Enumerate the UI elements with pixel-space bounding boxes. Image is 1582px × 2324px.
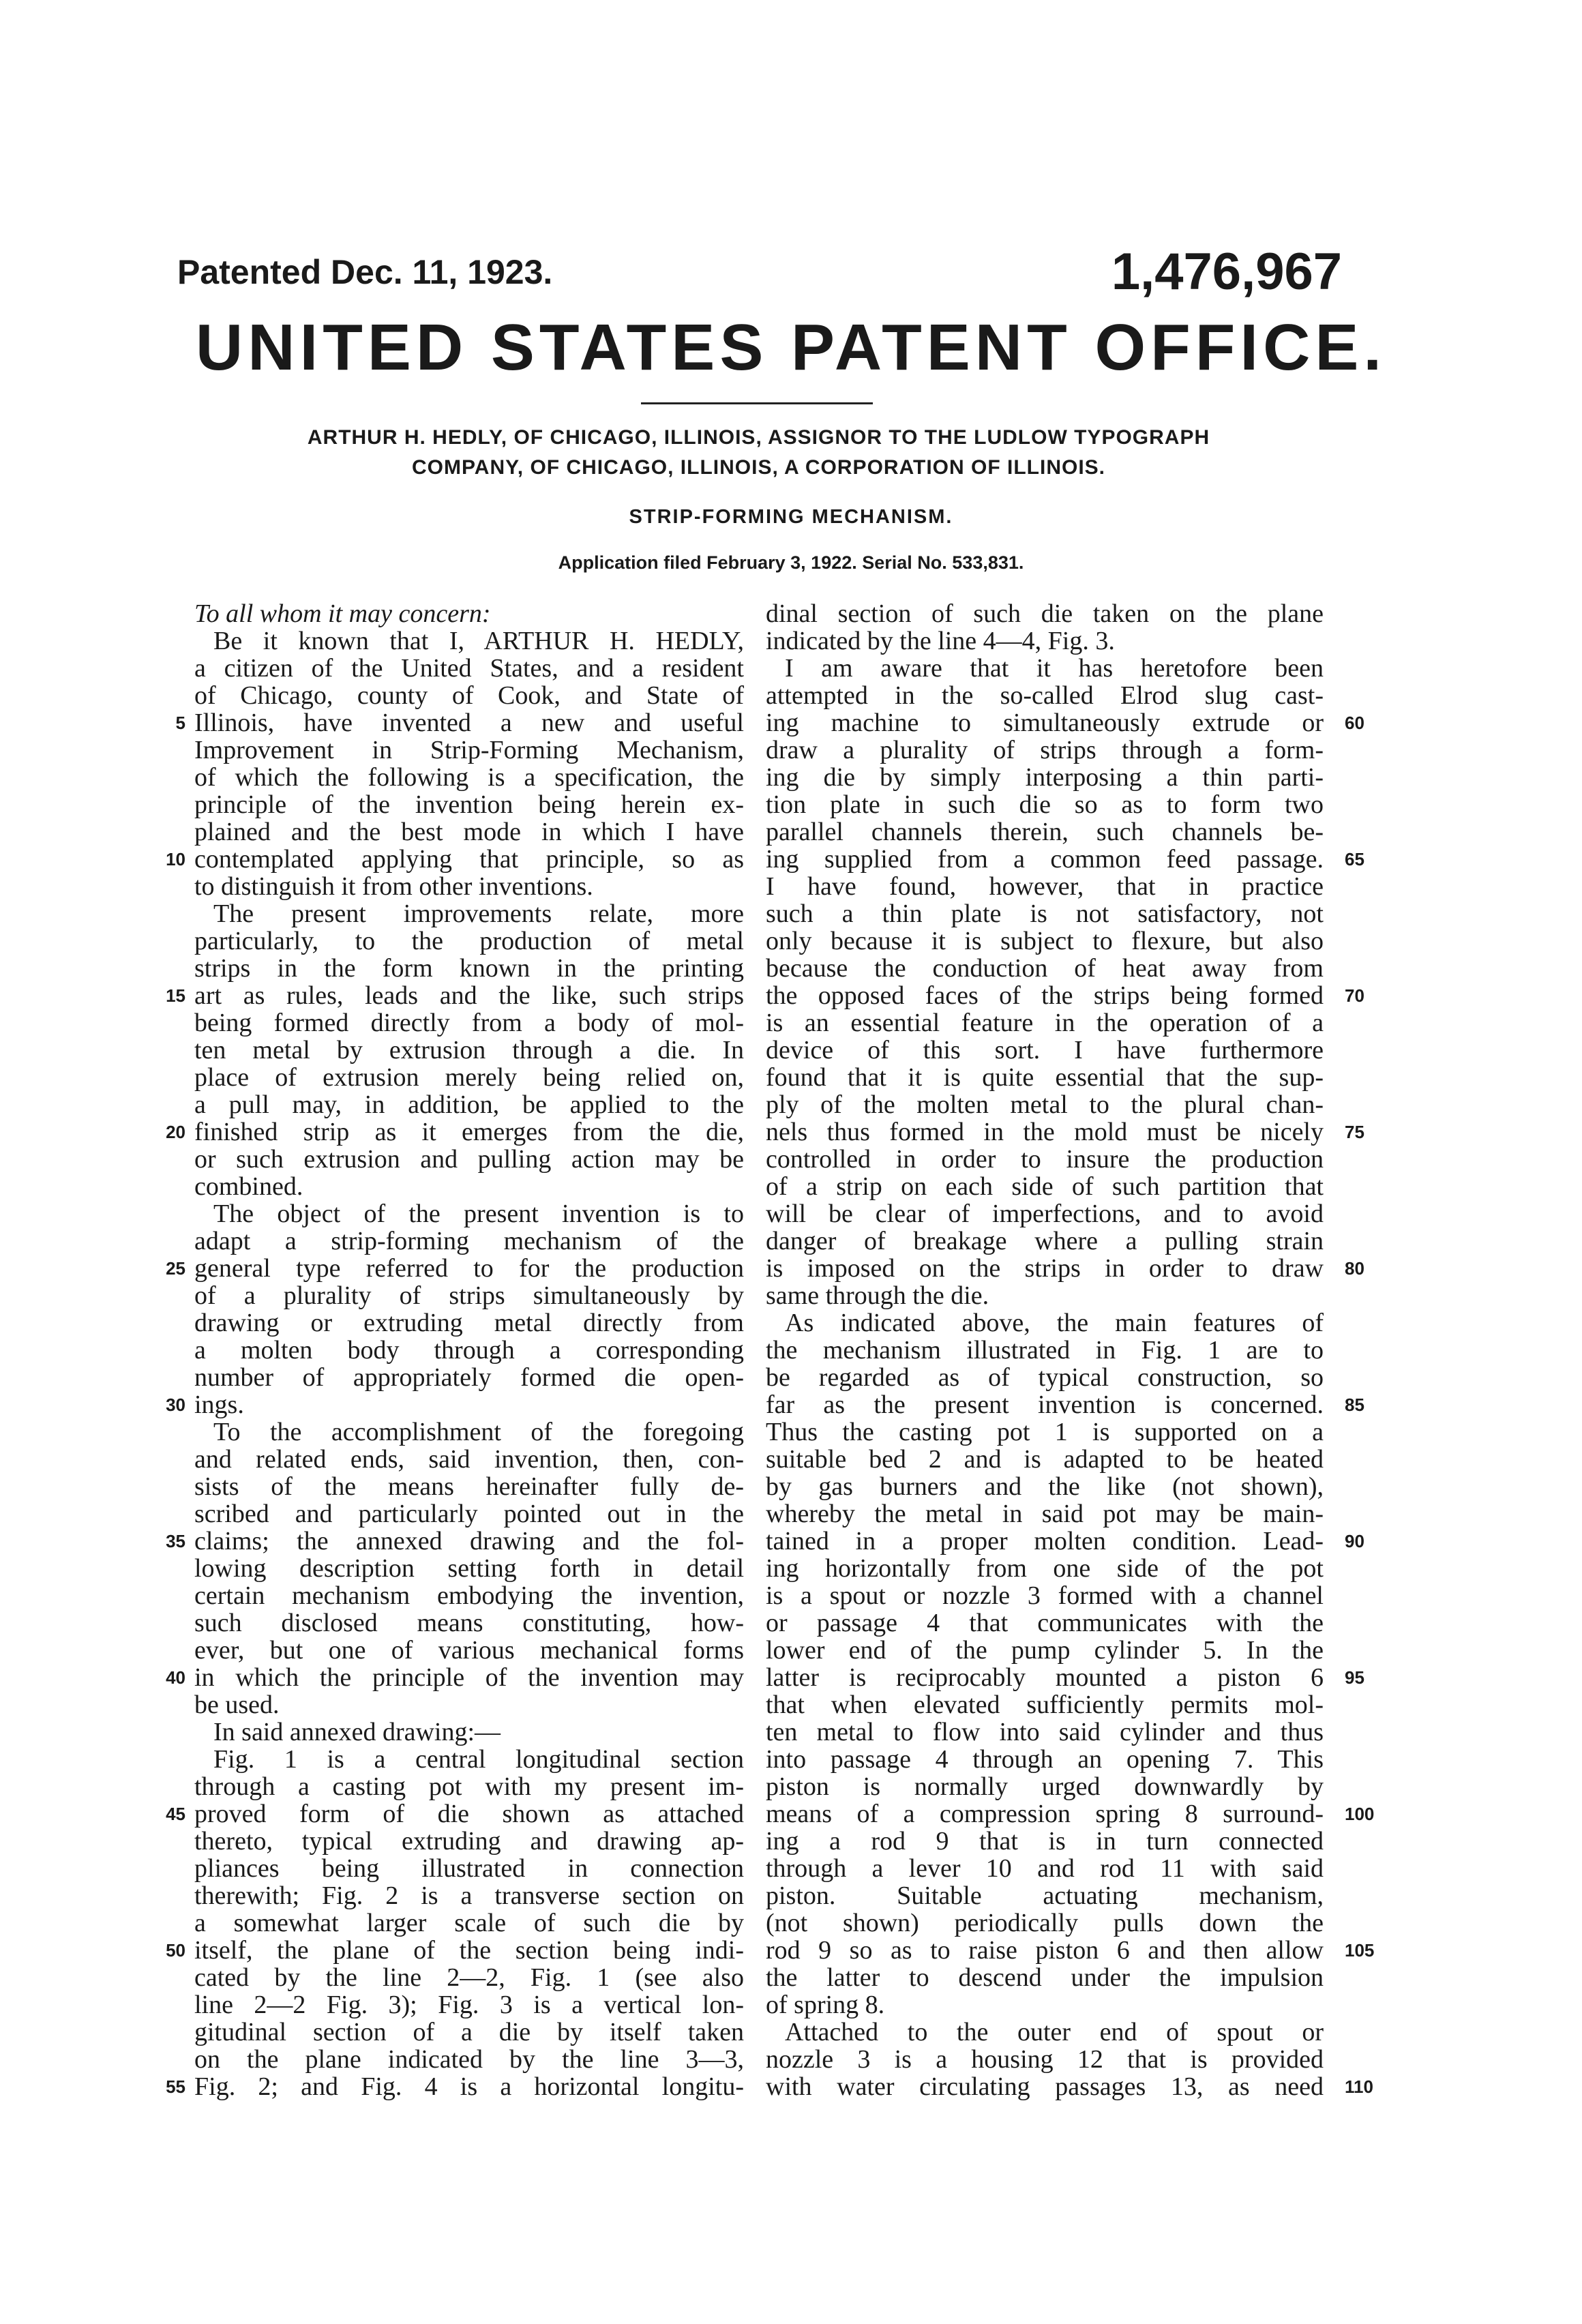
text-line: Attached to the outer end of spout or <box>785 2018 1324 2046</box>
text-line: such disclosed means constituting, how- <box>194 1609 744 1637</box>
line-number: 95 <box>1345 1667 1364 1688</box>
text-line: Thus the casting pot 1 is supported on a <box>766 1418 1324 1446</box>
text-line: such a thin plate is not satisfactory, not <box>766 899 1324 928</box>
line-number: 10 <box>166 849 185 869</box>
inventor-line: COMPANY, OF CHICAGO, ILLINOIS, A CORPORATION OF ILLINOIS. <box>412 456 1105 479</box>
text-line: scribed and particularly pointed out in the <box>194 1500 744 1528</box>
text-line: lower end of the pump cylinder 5. In the <box>766 1636 1324 1665</box>
text-line: finished strip as it emerges from the die, <box>194 1118 744 1146</box>
text-line: ever, but one of various mechanical forms <box>194 1636 744 1665</box>
inventor-line: ARTHUR H. HEDLY, OF CHICAGO, ILLINOIS, ASSIGNOR TO THE LUDLOW TYPOGRAPH <box>307 426 1210 449</box>
text-line: with water circulating passages 13, as need <box>766 2072 1324 2101</box>
patent-number: 1,476,967 <box>1111 243 1342 301</box>
line-number: 80 <box>1345 1258 1364 1279</box>
line-number: 50 <box>166 1940 185 1961</box>
text-line: number of appropriately formed die open- <box>194 1363 744 1392</box>
text-line: parallel channels therein, such channels be- <box>766 818 1324 846</box>
line-number: 45 <box>166 1804 185 1824</box>
text-line: Illinois, have invented a new and useful <box>194 709 744 737</box>
inventor-block <box>177 423 1340 483</box>
text-line: of which the following is a specification, the <box>194 763 744 792</box>
invention-title: STRIP-FORMING MECHANISM. <box>629 506 953 528</box>
line-number: 75 <box>1345 1122 1364 1142</box>
text-line: Be it known that I, ARTHUR H. HEDLY, <box>213 627 744 655</box>
text-line: ten metal by extrusion through a die. In <box>194 1036 744 1064</box>
text-line: tion plate in such die so as to form two <box>766 790 1324 819</box>
text-line: controlled in order to insure the production <box>766 1145 1324 1174</box>
text-line: and related ends, said invention, then, con- <box>194 1445 744 1474</box>
text-line: suitable bed 2 and is adapted to be heated <box>766 1445 1324 1474</box>
text-line: found that it is quite essential that the sup- <box>766 1063 1324 1092</box>
line-number: 25 <box>166 1258 185 1279</box>
text-line: into passage 4 through an opening 7. This <box>766 1745 1324 1774</box>
text-line: be used. <box>194 1690 280 1719</box>
text-line: or such extrusion and pulling action may be <box>194 1145 744 1174</box>
text-line: gitudinal section of a die by itself taken <box>194 2018 744 2046</box>
text-line: In said annexed drawing:— <box>213 1718 501 1746</box>
office-heading: UNITED STATES PATENT OFFICE. <box>195 311 1387 384</box>
text-line: I am aware that it has heretofore been <box>785 654 1324 683</box>
text-line: a somewhat larger scale of such die by <box>194 1909 744 1937</box>
text-line: general type referred to for the production <box>194 1254 744 1283</box>
text-line: adapt a strip-forming mechanism of the <box>194 1227 744 1255</box>
text-line: piston. Suitable actuating mechanism, <box>766 1881 1324 1910</box>
text-line: the opposed faces of the strips being formed <box>766 981 1324 1010</box>
text-line: ing machine to simultaneously extrude or <box>766 709 1324 737</box>
line-number: 100 <box>1345 1804 1375 1824</box>
line-number: 90 <box>1345 1531 1364 1551</box>
line-number: 55 <box>166 2076 185 2097</box>
text-line: combined. <box>194 1172 303 1201</box>
text-line: sists of the means hereinafter fully de- <box>194 1472 744 1501</box>
text-line: device of this sort. I have furthermore <box>766 1036 1324 1064</box>
text-line: ten metal to flow into said cylinder and thus <box>766 1718 1324 1746</box>
text-line: art as rules, leads and the like, such strips <box>194 981 744 1010</box>
text-line: piston is normally urged downwardly by <box>766 1772 1324 1801</box>
text-line: tained in a proper molten condition. Lead- <box>766 1527 1324 1555</box>
line-number: 35 <box>166 1531 185 1551</box>
text-line: be regarded as of typical construction, so <box>766 1363 1324 1392</box>
text-line: because the conduction of heat away from <box>766 954 1324 983</box>
text-line: The present improvements relate, more <box>213 899 744 928</box>
line-number: 60 <box>1345 713 1364 733</box>
text-line: principle of the invention being herein ex- <box>194 790 744 819</box>
line-number: 15 <box>166 985 185 1006</box>
text-line: draw a plurality of strips through a form- <box>766 736 1324 764</box>
text-line: Fig. 2; and Fig. 4 is a horizontal longitu- <box>194 2072 744 2101</box>
text-line: lowing description setting forth in detail <box>194 1554 744 1583</box>
text-line: drawing or extruding metal directly from <box>194 1309 744 1337</box>
text-line: is imposed on the strips in order to draw <box>766 1254 1324 1283</box>
text-line: (not shown) periodically pulls down the <box>766 1909 1324 1937</box>
text-line: dinal section of such die taken on the plane <box>766 599 1324 628</box>
text-line: plained and the best mode in which I have <box>194 818 744 846</box>
text-line: whereby the metal in said pot may be main- <box>766 1500 1324 1528</box>
text-line: itself, the plane of the section being indi- <box>194 1936 744 1965</box>
application-info: Application filed February 3, 1922. Serial No. 533,831. <box>558 552 1024 573</box>
text-line: the latter to descend under the impulsion <box>766 1963 1324 1992</box>
text-line: The object of the present invention is to <box>213 1200 744 1228</box>
text-line: is an essential feature in the operation of a <box>766 1009 1324 1037</box>
text-line: To all whom it may concern: <box>194 599 491 628</box>
text-line: ing supplied from a common feed passage. <box>766 845 1324 874</box>
text-line: the mechanism illustrated in Fig. 1 are to <box>766 1336 1324 1365</box>
text-line: nozzle 3 is a housing 12 that is provided <box>766 2045 1324 2074</box>
line-number: 110 <box>1345 2076 1373 2097</box>
left-text-column <box>194 600 744 2100</box>
text-line: same through the die. <box>766 1281 989 1310</box>
text-line: of Chicago, county of Cook, and State of <box>194 681 744 710</box>
text-line: proved form of die shown as attached <box>194 1800 744 1828</box>
line-number: 20 <box>166 1122 185 1142</box>
patent-date: Patented Dec. 11, 1923. <box>177 253 553 291</box>
text-line: pliances being illustrated in connection <box>194 1854 744 1883</box>
text-line: to distinguish it from other inventions. <box>194 872 593 901</box>
text-line: Fig. 1 is a central longitudinal section <box>213 1745 744 1774</box>
text-line: As indicated above, the main features of <box>785 1309 1324 1337</box>
text-line: indicated by the line 4—4, Fig. 3. <box>766 627 1115 655</box>
line-number: 85 <box>1345 1395 1364 1415</box>
text-line: ing horizontally from one side of the pot <box>766 1554 1324 1583</box>
text-line: means of a compression spring 8 surround- <box>766 1800 1324 1828</box>
text-line: is a spout or nozzle 3 formed with a channel <box>766 1581 1324 1610</box>
text-line: rod 9 so as to raise piston 6 and then allow <box>766 1936 1324 1965</box>
right-text-column <box>766 600 1324 2100</box>
header-divider <box>641 402 873 404</box>
text-line: ing die by simply interposing a thin parti- <box>766 763 1324 792</box>
text-line: in which the principle of the invention may <box>194 1663 744 1692</box>
text-line: place of extrusion merely being relied on, <box>194 1063 744 1092</box>
line-number: 65 <box>1345 849 1364 869</box>
text-line: Improvement in Strip-Forming Mechanism, <box>194 736 744 764</box>
text-line: through a casting pot with my present im- <box>194 1772 744 1801</box>
line-number: 105 <box>1345 1940 1375 1961</box>
text-line: claims; the annexed drawing and the fol- <box>194 1527 744 1555</box>
text-line: being formed directly from a body of mol- <box>194 1009 744 1037</box>
text-line: cated by the line 2—2, Fig. 1 (see also <box>194 1963 744 1992</box>
text-line: danger of breakage where a pulling strain <box>766 1227 1324 1255</box>
text-line: ply of the molten metal to the plural chan- <box>766 1090 1324 1119</box>
text-line: by gas burners and the like (not shown), <box>766 1472 1324 1501</box>
text-line: nels thus formed in the mold must be nicely <box>766 1118 1324 1146</box>
text-line: will be clear of imperfections, and to avoid <box>766 1200 1324 1228</box>
text-line: contemplated applying that principle, so as <box>194 845 744 874</box>
text-line: that when elevated sufficiently permits mol- <box>766 1690 1324 1719</box>
line-number: 30 <box>166 1395 185 1415</box>
text-line: on the plane indicated by the line 3—3, <box>194 2045 744 2074</box>
line-number: 40 <box>166 1667 185 1688</box>
line-number: 70 <box>1345 985 1364 1006</box>
text-line: or passage 4 that communicates with the <box>766 1609 1324 1637</box>
text-line: certain mechanism embodying the invention, <box>194 1581 744 1610</box>
text-line: particularly, to the production of metal <box>194 927 744 955</box>
text-line: ing a rod 9 that is in turn connected <box>766 1827 1324 1856</box>
text-line: through a lever 10 and rod 11 with said <box>766 1854 1324 1883</box>
text-line: strips in the form known in the printing <box>194 954 744 983</box>
text-line: attempted in the so-called Elrod slug cast- <box>766 681 1324 710</box>
text-line: thereto, typical extruding and drawing ap- <box>194 1827 744 1856</box>
text-line: a citizen of the United States, and a resident <box>194 654 744 683</box>
line-number: 5 <box>175 713 185 733</box>
text-line: To the accomplishment of the foregoing <box>213 1418 744 1446</box>
text-line: of a plurality of strips simultaneously by <box>194 1281 744 1310</box>
text-line: latter is reciprocably mounted a piston 6 <box>766 1663 1324 1692</box>
text-line: only because it is subject to flexure, but also <box>766 927 1324 955</box>
text-line: a molten body through a corresponding <box>194 1336 744 1365</box>
text-line: therewith; Fig. 2 is a transverse section on <box>194 1881 744 1910</box>
text-line: far as the present invention is concerned. <box>766 1390 1324 1419</box>
text-line: a pull may, in addition, be applied to the <box>194 1090 744 1119</box>
text-line: of spring 8. <box>766 1991 885 2019</box>
text-line: line 2—2 Fig. 3); Fig. 3 is a vertical lon- <box>194 1991 744 2019</box>
text-line: ings. <box>194 1390 244 1419</box>
text-line: I have found, however, that in practice <box>766 872 1324 901</box>
text-line: of a strip on each side of such partition that <box>766 1172 1324 1201</box>
